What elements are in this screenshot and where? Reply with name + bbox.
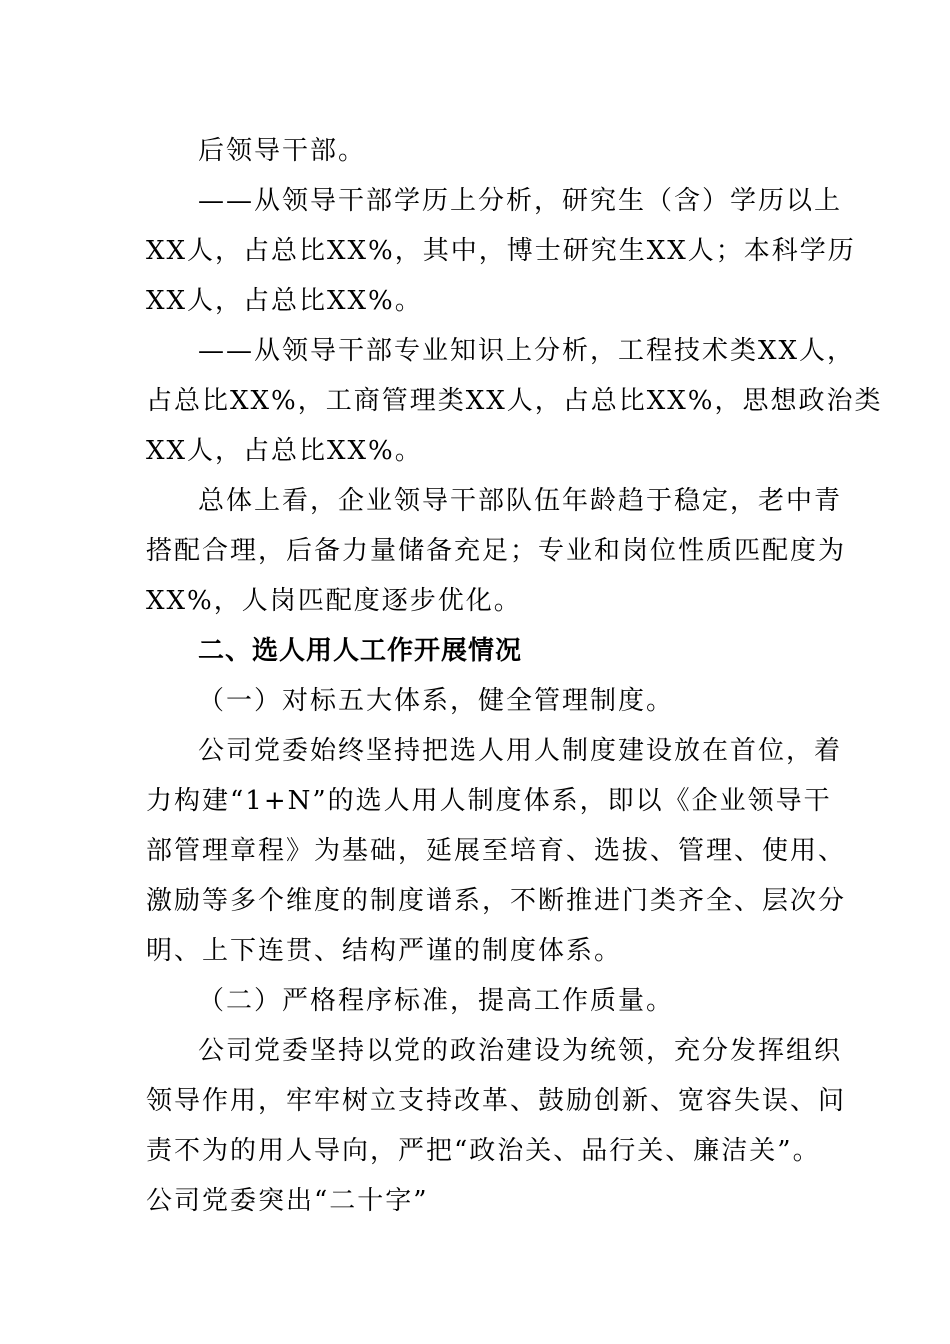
document-body	[146, 126, 883, 1226]
text-line: XX人，占总比XX%，其中，博士研究生XX人；本科学历	[146, 236, 856, 266]
text-line: 公司党委坚持以党的政治建设为统领，充分发挥组织	[198, 1036, 843, 1066]
text-line: 责不为的用人导向，严把“政治关、品行关、廉洁关”。	[146, 1136, 821, 1166]
text-line: ——从领导干部学历上分析，研究生（含）学历以上	[198, 186, 843, 216]
text-line: 领导作用，牢牢树立支持改革、鼓励创新、宽容失误、问	[146, 1086, 847, 1116]
text-line: 公司党委始终坚持把选人用人制度建设放在首位，着	[198, 736, 843, 766]
subsection-heading: （一）对标五大体系，健全管理制度。	[198, 686, 675, 716]
text-line: 力构建“1+N”的选人用人制度体系，即以《企业领导干	[146, 786, 832, 816]
text-line: 搭配合理，后备力量储备充足；专业和岗位性质匹配度为	[146, 536, 847, 566]
section-heading: 二、选人用人工作开展情况	[198, 636, 523, 666]
text-line: 明、上下连贯、结构严谨的制度体系。	[146, 936, 623, 966]
text-line: XX%，人岗匹配度逐步优化。	[146, 586, 522, 616]
text-line: ——从领导干部专业知识上分析，工程技术类XX人，	[198, 336, 856, 366]
text-line: 部管理章程》为基础，延展至培育、选拔、管理、使用、	[146, 836, 847, 866]
text-line: XX人，占总比XX%。	[146, 286, 423, 316]
text-line: 总体上看，企业领导干部队伍年龄趋于稳定，老中青	[198, 486, 843, 516]
text-line: 占总比XX%，工商管理类XX人，占总比XX%，思想政治类	[146, 386, 883, 416]
text-line: 后领导干部。	[198, 136, 367, 166]
subsection-heading: （二）严格程序标准，提高工作质量。	[198, 986, 675, 1016]
text-line: 激励等多个维度的制度谱系，不断推进门类齐全、层次分	[146, 886, 847, 916]
text-line: XX人，占总比XX%。	[146, 436, 423, 466]
text-line: 公司党委突出“二十字”	[146, 1186, 429, 1216]
